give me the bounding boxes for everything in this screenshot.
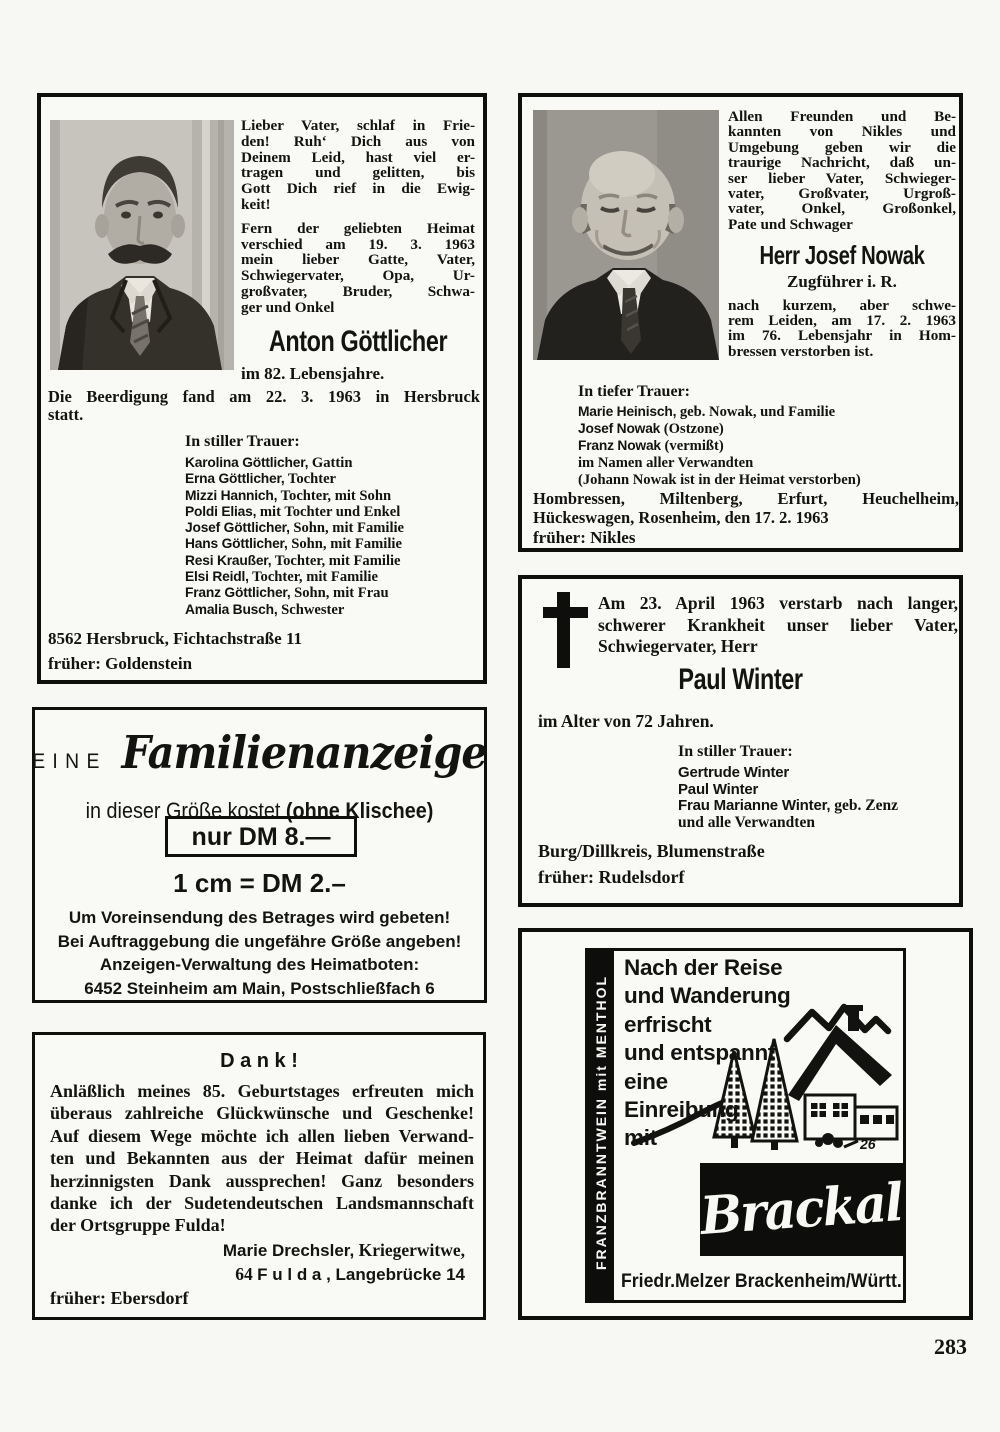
winter-announcement — [598, 593, 958, 658]
obituary-goettlicher — [37, 93, 487, 684]
thanks-line: herzinnigsten Dank aussprechen! Ganz besonders — [50, 1170, 474, 1191]
mourner-relation: Tochter — [284, 471, 337, 488]
mourner-relation: (Johann Nowak ist in der Heimat verstorben) — [578, 471, 861, 488]
mourner-relation: geb. Zenz — [830, 797, 898, 815]
thanks-line: der Ortsgruppe Fulda! — [50, 1215, 226, 1236]
mourner-name: Elsi Reidl, — [185, 569, 249, 585]
mourner-name: Karolina Göttlicher, — [185, 455, 309, 470]
price-per-cm: 1 cm = DM 2.– — [173, 868, 346, 898]
signer-street: Langebrücke 14 — [330, 1265, 465, 1284]
cross-icon — [543, 592, 588, 668]
vertical-label: FRANZBRANNTWEIN mit MENTHOL — [593, 974, 609, 1271]
mourner-relation: (vermißt) — [660, 437, 724, 454]
announcement-line: großvater, Bruder, Schwa- — [241, 282, 475, 300]
brackal-inner-frame — [585, 948, 906, 1303]
former-residence: früher: Goldenstein — [48, 654, 193, 673]
burial-line: statt. — [48, 404, 84, 424]
slogan-line: Nach der Reise — [624, 955, 783, 980]
mourner-row — [185, 471, 404, 487]
former-residence: früher: Nikles — [533, 528, 636, 547]
thanks-notice — [32, 1032, 486, 1320]
announcement-line: Schwiegervater, Opa, Ur- — [241, 267, 475, 285]
announcement-line: Am 23. April 1963 verstarb nach langer, — [598, 593, 958, 613]
death-line: rem Leiden, am 17. 2. 1963 — [728, 312, 956, 330]
mourner-relation: Sohn, mit Frau — [290, 585, 389, 602]
mourner-name: Amalia Busch, — [185, 601, 278, 617]
mourners-list — [185, 455, 404, 618]
brackal-ad — [518, 928, 973, 1320]
ad-note-line: Bei Auftraggebung die ungefähre Größe angeben! — [57, 931, 462, 951]
slogan-line: und Wanderung — [624, 983, 791, 1009]
mourner-name: Hans Göttlicher, — [185, 536, 288, 552]
thanks-line: Auf diesem Wege möchte ich allen lieben Verwand- — [50, 1125, 474, 1146]
announcement-line: mein lieber Gatte, Vater, — [241, 251, 475, 269]
ad-subtitle-regular: in dieser Größe kostet — [85, 798, 286, 823]
mourner-row — [678, 815, 898, 832]
brand-logo: Brackal — [698, 1172, 905, 1247]
announcement-line: vater, Großvater, Urgroß- — [728, 185, 956, 203]
mourner-row — [185, 488, 404, 504]
mourner-relation: im Namen aller Verwandten — [578, 454, 754, 471]
verse-line: Lieber Vater, schlaf in Frie- — [241, 117, 475, 134]
slogan-line: eine — [624, 1068, 668, 1094]
death-line: im 76. Lebensjahr in Hom- — [728, 327, 956, 345]
mourner-relation: Sohn, mit Familie — [287, 536, 402, 553]
page-number: 283 — [934, 1334, 967, 1359]
mourner-relation: Tochter, mit Sohn — [277, 487, 392, 504]
verse-line: Gott Dich rief in die Ewig- — [241, 180, 475, 198]
announcement-line: Allen Freunden und Be- — [728, 108, 956, 125]
mourning-intro: In stiller Trauer: — [678, 743, 793, 760]
mourning-intro: In stiller Trauer: — [185, 433, 300, 450]
announcement-line: schwerer Krankheit unser lieber Vater, — [598, 614, 958, 635]
mourner-name: Mizzi Hannich, — [185, 487, 278, 503]
slogan-line: erfrischt — [624, 1011, 712, 1037]
mourner-relation: Tochter, mit Familie — [271, 552, 401, 569]
mourner-name: Erna Göttlicher, — [185, 471, 285, 487]
ad-subtitle-bold: (ohne Klischee) — [285, 798, 434, 823]
verse-line: den! Ruh‘ Dich aus von — [241, 132, 475, 150]
mourner-relation: Sohn, mit Familie — [289, 520, 405, 537]
mourner-row — [185, 536, 404, 552]
mourner-row — [678, 798, 898, 815]
mourner-row — [678, 782, 898, 799]
mourner-name: Franz Nowak — [578, 437, 661, 453]
signer-role: Kriegerwitwe, — [354, 1240, 465, 1260]
thanks-title: D a n k ! — [220, 1050, 298, 1072]
signer-city: F u l d a , — [257, 1265, 331, 1284]
mourner-relation: Gattin — [308, 455, 353, 471]
mourner-row — [185, 569, 404, 585]
places-row: Hombressen, Miltenberg, Erfurt, Heuchelheim, — [533, 489, 959, 508]
mourner-name: Gertrude Winter — [678, 764, 790, 781]
family-ad-pricing — [32, 707, 487, 1003]
address-line: Burg/Dillkreis, Blumenstraße — [538, 841, 765, 861]
mourner-name: Josef Nowak — [578, 420, 661, 436]
places-row: Hückeswagen, Rosenheim, den 17. 2. 1963 — [533, 507, 829, 527]
announcement-line: Fern der geliebten Heimat — [241, 219, 475, 237]
verse-line: Deinem Leid, hast viel er- — [241, 148, 475, 166]
signature-line-1 — [223, 1240, 465, 1261]
mourner-name: Josef Göttlicher, — [185, 520, 290, 536]
burial-line: Die Beerdigung fand am 22. 3. 1963 in Hersbruck — [48, 387, 480, 406]
price-box: nur DM 8.— — [165, 816, 357, 857]
ad-note-line: Anzeigen-Verwaltung des Heimatboten: — [99, 955, 420, 975]
mourner-row — [578, 438, 861, 455]
address-line: 8562 Hersbruck, Fichtachstraße 11 — [48, 629, 303, 648]
mourner-row — [578, 421, 861, 438]
thanks-line: danke ich der Sudetendeutschen Landsmannschaft — [50, 1193, 474, 1214]
places-line — [533, 490, 959, 528]
mourners-list — [678, 765, 898, 831]
announcement-line: ger und Onkel — [241, 298, 335, 316]
thanks-line: überaus zahlreiche Glückwünsche und Geschenke! — [50, 1103, 474, 1124]
mourner-relation: und alle Verwandten — [678, 813, 815, 831]
announcement-line: ser lieber Vater, Schwieger- — [728, 169, 956, 187]
death-line: nach kurzem, aber schwe- — [728, 296, 956, 314]
mourner-row — [578, 455, 861, 472]
mourner-name: Frau Marianne Winter, — [678, 797, 831, 815]
thanks-body — [50, 1080, 474, 1237]
announcement-line: kannten von Nikles und — [728, 123, 956, 141]
mourner-row — [578, 472, 861, 489]
deceased-name: Herr Josef Nowak — [759, 240, 925, 271]
ad-slogan — [624, 954, 791, 1153]
mourner-name: Franz Göttlicher, — [185, 585, 291, 601]
announcement-line: traurige Nachricht, daß un- — [728, 154, 956, 172]
announcement-line: Umgebung geben wir die — [728, 138, 956, 156]
mourner-row — [185, 520, 404, 536]
mourner-name: Paul Winter — [678, 780, 759, 798]
verse-line: keit! — [241, 195, 271, 213]
mourner-row — [578, 404, 861, 421]
mourner-row — [678, 765, 898, 782]
former-residence: früher: Rudelsdorf — [538, 867, 685, 887]
signer-name: Marie Drechsler, — [222, 1241, 355, 1260]
ad-title-row — [32, 726, 487, 779]
illustration-signature: 26 — [860, 1136, 876, 1151]
deceased-name: Anton Göttlicher — [268, 324, 448, 358]
obituary-nowak — [518, 93, 963, 552]
portrait-photo-goettlicher — [50, 120, 234, 370]
mourner-row — [185, 553, 404, 569]
portrait-photo-nowak — [533, 110, 719, 360]
age-line: im Alter von 72 Jahren. — [538, 711, 714, 731]
mourner-relation: (Ostzone) — [660, 420, 724, 437]
announcement-line: vater, Onkel, Großonkel, — [728, 200, 956, 218]
mourner-name: Marie Heinisch, — [578, 404, 677, 419]
death-line: bressen verstorben ist. — [728, 342, 874, 360]
mourner-row — [185, 585, 404, 601]
slogan-line: und entspannt — [624, 1040, 776, 1066]
ad-notes — [35, 906, 484, 1000]
mourner-row — [185, 602, 404, 618]
mourner-name: Resi Kraußer, — [185, 552, 272, 568]
verse-line: tragen und gelitten, bis — [241, 164, 475, 182]
ad-title: Familienanzeige — [121, 726, 487, 779]
goettlicher-text-column — [241, 118, 475, 381]
mourner-relation: Tochter, mit Familie — [248, 569, 378, 586]
announcement-line: Pate und Schwager — [728, 215, 853, 233]
mourner-relation: Schwester — [277, 601, 345, 618]
announcement-line: verschied am 19. 3. 1963 — [241, 235, 475, 253]
burial-note — [48, 388, 480, 423]
vertical-label-bar — [588, 951, 614, 1300]
ad-lead-word: EINE — [32, 750, 107, 773]
thanks-line: Anläßlich meines 85. Geburtstages erfreuten mich — [50, 1081, 474, 1101]
mourners-list — [578, 404, 861, 489]
brand-logo-box — [700, 1163, 903, 1256]
announcement-line: Schwiegervater, Herr — [598, 636, 758, 657]
obituary-winter — [518, 575, 963, 907]
mourner-relation: geb. Nowak, und Familie — [676, 404, 836, 420]
former-residence: früher: Ebersdorf — [50, 1288, 189, 1308]
deceased-title: Zugführer i. R. — [787, 272, 897, 292]
signature-line-2 — [235, 1264, 465, 1285]
age-line: im 82. Lebensjahre. — [241, 363, 385, 383]
manufacturer-line: Friedr.Melzer Brackenheim/Württ. — [621, 1271, 902, 1292]
slogan-line: Einreibung — [624, 1097, 739, 1123]
mourning-intro: In tiefer Trauer: — [578, 383, 690, 400]
nowak-text-column — [728, 109, 956, 359]
ad-note-line: 6452 Steinheim am Main, Postschließfach 6 — [84, 978, 435, 998]
mourner-name: Poldi Elias, — [185, 503, 257, 519]
postal-code: 64 — [235, 1264, 258, 1284]
thanks-line: ten und Bekannten aus der Heimat dafür meinen — [50, 1148, 474, 1169]
ad-note-line: Um Voreinsendung des Betrages wird gebeten! — [68, 908, 451, 927]
slogan-line: mit — [624, 1125, 657, 1151]
deceased-name: Paul Winter — [678, 663, 803, 696]
mourner-row — [185, 455, 404, 471]
mourner-relation: mit Tochter und Enkel — [256, 503, 401, 520]
mourner-row — [185, 504, 404, 520]
